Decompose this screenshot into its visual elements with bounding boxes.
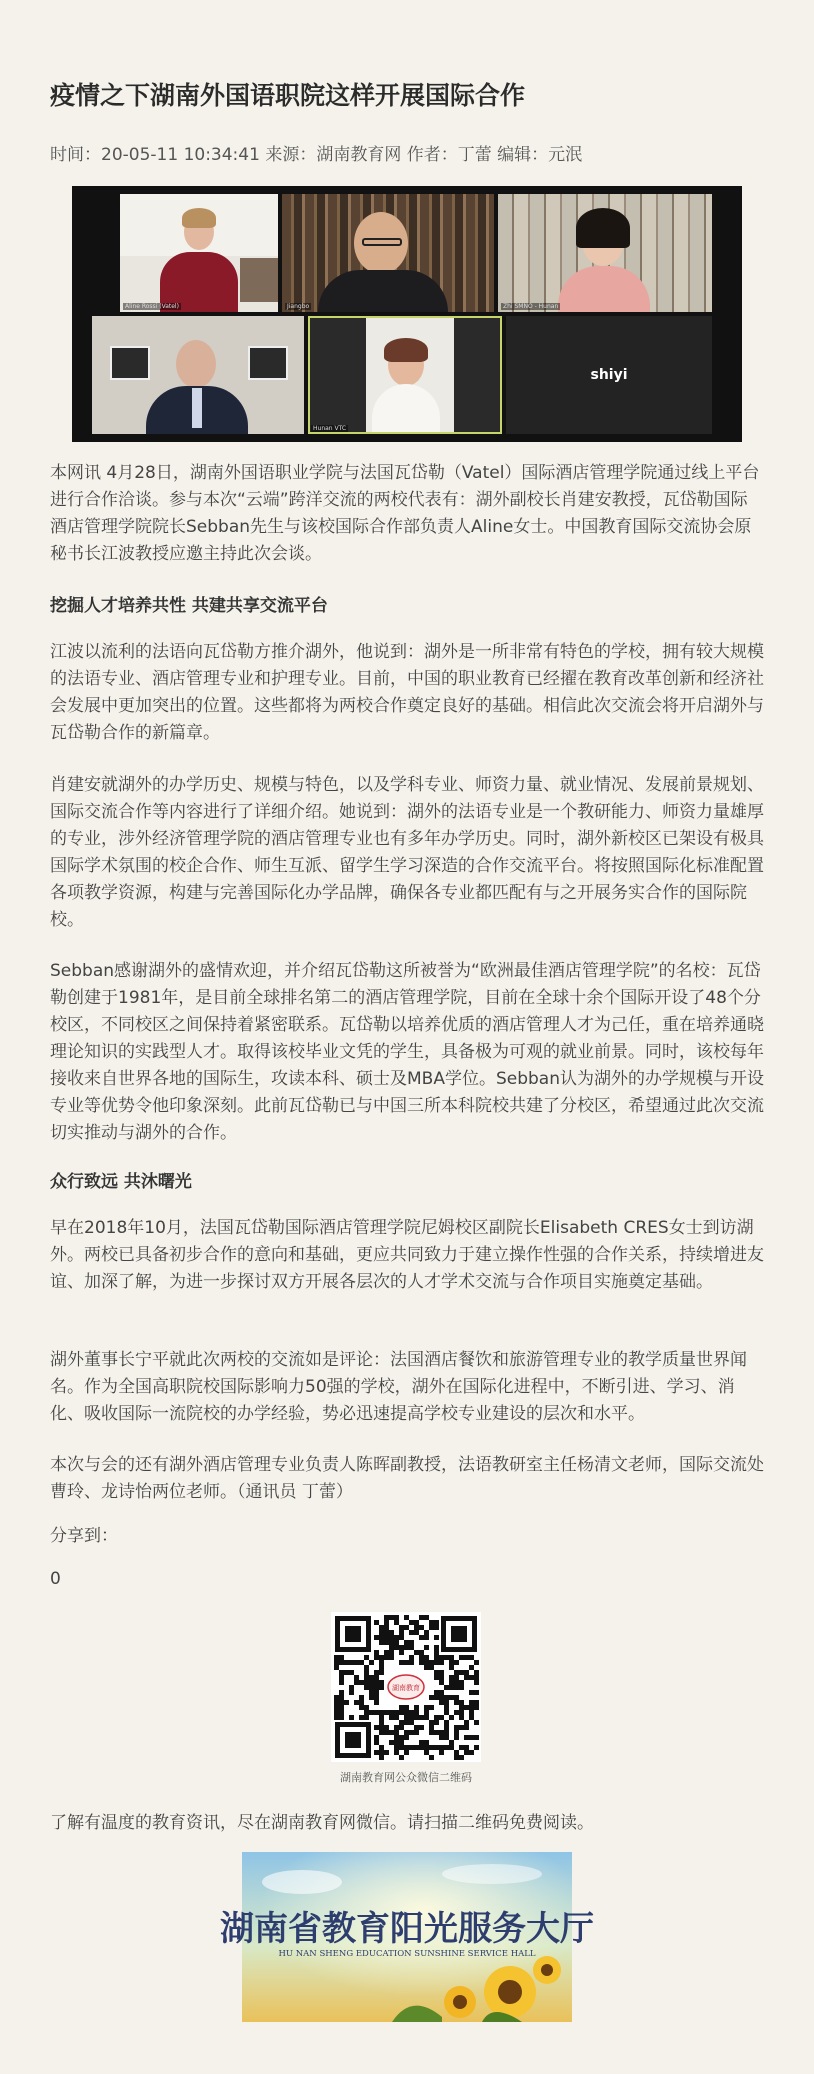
paragraph: 湖外董事长宁平就此次两校的交流如是评论：法国酒店餐饮和旅游管理专业的教学质量世界闻名。作为全国高职院校国际影响力50强的学校，湖外在国际化进程中，不断引进、学习、消化、吸收国际一流院校的办学经验，势必迅速提高学校专业建设的层次和水平。 — [50, 1350, 747, 1424]
conference-photo — [72, 186, 742, 442]
tile-label: Jiangbo — [287, 303, 310, 310]
participant-name: shiyi — [590, 367, 628, 383]
video-tile-active — [308, 316, 502, 434]
video-tile — [498, 194, 712, 312]
qr-logo-text: 湖南教育 — [392, 1684, 420, 1692]
video-tile — [282, 194, 494, 312]
article-title: 疫情之下湖南外国语职院这样开展国际合作 — [50, 80, 526, 110]
article-meta: 时间：20-05-11 10:34:41 来源：湖南教育网 作者：丁蕾 编辑：元泯 — [50, 145, 583, 165]
paragraph: 早在2018年10月，法国瓦岱勒国际酒店管理学院尼姆校区副院长Elisabeth CRES女士到访湖外。两校已具备初步合作的意向和基础，更应共同致力于建立操作性强的合作关系，持续增进友谊、加深了解，为进一步探讨双方开展各层次的人才学术交流与合作项目实施奠定基础。 — [50, 1218, 764, 1292]
video-tile — [506, 316, 712, 434]
promo-text: 了解有温度的教育资讯，尽在湖南教育网微信。请扫描二维码免费阅读。 — [50, 1813, 594, 1833]
qr-code — [331, 1612, 481, 1766]
tile-label: Aline Rossi (Vatel) — [125, 303, 179, 310]
banner-subtitle: HU NAN SHENG EDUCATION SUNSHINE SERVICE HALL — [278, 1949, 536, 1959]
tile-label: Hunan VTC — [313, 425, 347, 432]
paragraph: 肖建安就湖外的办学历史、规模与特色，以及学科专业、师资力量、就业情况、发展前景规划、国际交流合作等内容进行了详细介绍。她说到：湖外的法语专业是一个教研能力、师资力量雄厚的专业，涉外经济管理学院的酒店管理专业也有多年办学历史。同时，湖外新校区已架设有极具国际学术氛围的校企合作、师生互派、留学生学习深造的合作交流平台。将按照国际化标准配置各项教学资源，构建与完善国际化办学品牌，确保各专业都匹配有与之开展务实合作的国际院校。 — [50, 775, 764, 930]
section-heading: 众行致远 共沐曙光 — [50, 1172, 192, 1192]
share-label[interactable]: 分享到： — [50, 1526, 118, 1546]
share-count: 0 — [50, 1569, 61, 1589]
qr-caption: 湖南教育网公众微信二维码 — [340, 1771, 472, 1784]
tile-label: Zhi SMNO - Hunan — [503, 303, 559, 310]
paragraph: 江波以流利的法语向瓦岱勒方推介湖外，他说到：湖外是一所非常有特色的学校，拥有较大规模的法语专业、酒店管理专业和护理专业。目前，中国的职业教育已经擢在教育改革创新和经济社会发展中更加突出的位置。这些都将为两校合作奠定良好的基础。相信此次交流会将开启湖外与瓦岱勒合作的新篇章。 — [50, 642, 764, 743]
banner-title: 湖南省教育阳光服务大厅 — [220, 1909, 594, 1949]
video-tile — [92, 316, 304, 434]
paragraph: 本网讯 4月28日，湖南外国语职业学院与法国瓦岱勒（Vatel）国际酒店管理学院通过线上平台进行合作洽谈。参与本次“云端”跨洋交流的两校代表有：湖外副校长肖建安教授，瓦岱勒国际酒店管理学院院长Sebban先生与该校国际合作部负责人Aline女士。中国教育国际交流协会原秘书长江波教授应邀主持此次会谈。 — [50, 463, 760, 564]
video-tile — [120, 194, 278, 312]
paragraph: Sebban感谢湖外的盛情欢迎，并介绍瓦岱勒这所被誉为“欧洲最佳酒店管理学院”的名校：瓦岱勒创建于1981年，是目前全球排名第二的酒店管理学院，目前在全球十余个国际开设了48个分校区，不同校区之间保持着紧密联系。瓦岱勒以培养优质的酒店管理人才为己任，重在培养通晓理论知识的实践型人才。取得该校毕业文凭的学生，具备极为可观的就业前景。同时，该校每年接收来自世界各地的国际生，攻读本科、硕士及MBA学位。Sebban认为湖外的办学规模与开设专业等优势令他印象深刻。此前瓦岱勒已与中国三所本科院校共建了分校区，希望通过此次交流切实推动与湖外的合作。 — [50, 961, 764, 1143]
qr-code-icon — [331, 1612, 481, 1762]
sunshine-service-banner[interactable] — [220, 1852, 594, 2022]
paragraph: 本次与会的还有湖外酒店管理专业负责人陈晖副教授，法语教研室主任杨清文老师，国际交流处曹玲、龙诗怡两位老师。（通讯员 丁蕾） — [50, 1455, 764, 1502]
section-heading: 挖掘人才培养共性 共建共享交流平台 — [50, 596, 328, 616]
